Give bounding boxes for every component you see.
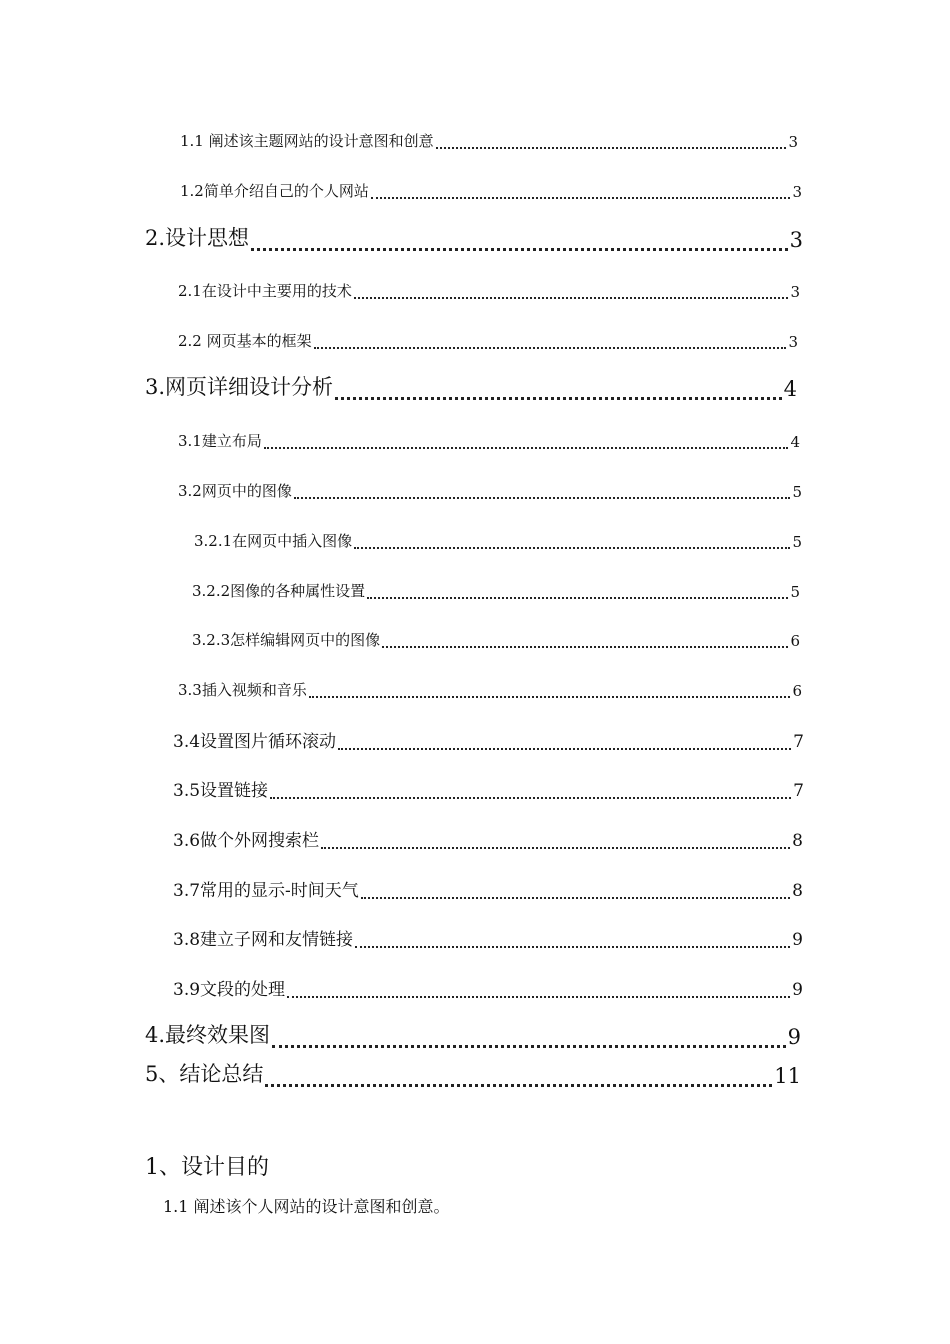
toc-entry[interactable]: [178, 280, 800, 301]
toc-entry[interactable]: [173, 925, 803, 950]
toc-entry[interactable]: [173, 876, 803, 901]
toc-entry-label: 3.2.3怎样编辑网页中的图像: [192, 631, 381, 649]
toc-entry-label: 2.设计思想: [145, 226, 250, 250]
toc-entry-page: 6: [792, 682, 802, 700]
toc-entry-page: 9: [787, 1025, 801, 1049]
toc-entry[interactable]: [173, 975, 803, 1000]
toc-leader: [287, 996, 790, 998]
toc-leader: [251, 248, 788, 251]
toc-entry-page: 11: [774, 1064, 801, 1088]
toc-leader: [361, 897, 790, 899]
toc-entry-label: 3.网页详细设计分析: [145, 375, 334, 399]
toc-leader: [270, 797, 791, 799]
toc-entry-page: 4: [783, 377, 797, 401]
toc-entry[interactable]: [145, 371, 797, 401]
toc-entry-page: 3: [788, 133, 798, 151]
toc-entry[interactable]: [145, 222, 803, 252]
toc-entry[interactable]: [192, 580, 800, 601]
toc-entry-label: 3.2.2图像的各种属性设置: [192, 582, 366, 600]
toc-leader: [436, 147, 787, 149]
toc-leader: [321, 847, 790, 849]
toc-entry-label: 1.1 阐述该主题网站的设计意图和创意: [180, 132, 434, 150]
toc-entry-label: 3.4设置图片循环滚动: [173, 732, 337, 752]
toc-entry[interactable]: [178, 679, 802, 700]
toc-entry-label: 3.7常用的显示-时间天气: [173, 881, 359, 901]
toc-entry-label: 2.1在设计中主要用的技术: [178, 282, 352, 300]
toc-entry[interactable]: [194, 530, 802, 551]
toc-entry[interactable]: [178, 330, 798, 351]
toc-entry-label: 1.2简单介绍自己的个人网站: [180, 182, 369, 200]
toc-leader: [354, 297, 789, 299]
toc-entry[interactable]: [173, 727, 804, 752]
toc-leader: [309, 696, 791, 698]
toc-entry-label: 3.2网页中的图像: [178, 482, 292, 500]
toc-leader: [272, 1045, 786, 1048]
toc-entry-page: 8: [792, 881, 803, 901]
toc-entry-page: 5: [792, 483, 802, 501]
toc-entry-page: 9: [792, 930, 803, 950]
toc-entry-label: 3.2.1在网页中插入图像: [194, 532, 353, 550]
toc-entry[interactable]: [173, 776, 804, 801]
toc-entry-page: 9: [792, 980, 803, 1000]
toc-leader: [265, 1084, 772, 1087]
toc-entry-page: 5: [790, 583, 800, 601]
toc-leader: [314, 347, 787, 349]
section-title: 1、设计目的: [145, 1155, 269, 1180]
toc-entry[interactable]: [145, 1058, 801, 1088]
toc-leader: [382, 646, 788, 648]
toc-entry-label: 3.9文段的处理: [173, 980, 286, 1000]
toc-entry-page: 3: [792, 183, 802, 201]
toc-entry[interactable]: [145, 1019, 801, 1049]
toc-leader: [367, 597, 788, 599]
toc-entry-label: 5、结论总结: [145, 1062, 264, 1086]
toc-entry-label: 3.5设置链接: [173, 781, 269, 801]
toc-entry-label: 4.最终效果图: [145, 1023, 271, 1047]
toc-entry-page: 4: [790, 433, 800, 451]
toc-entry-page: 8: [792, 831, 803, 851]
toc-entry-page: 3: [789, 228, 803, 252]
toc-entry[interactable]: [180, 130, 798, 151]
toc-entry-label: 3.8建立子网和友情链接: [173, 930, 354, 950]
toc-entry-label: 2.2 网页基本的框架: [178, 332, 312, 350]
toc-entry-page: 5: [792, 533, 802, 551]
toc-entry-label: 3.3插入视频和音乐: [178, 681, 307, 699]
toc-leader: [355, 946, 790, 948]
toc-entry[interactable]: [178, 480, 802, 501]
toc-entry-label: 3.1建立布局: [178, 432, 262, 450]
toc-leader: [264, 447, 789, 449]
toc-entry[interactable]: [192, 629, 800, 650]
toc-entry[interactable]: [173, 826, 803, 851]
toc-entry-page: 6: [790, 632, 800, 650]
toc-entry-page: 7: [793, 732, 804, 752]
toc-leader: [294, 497, 791, 499]
section-subtitle: 1.1 阐述该个人网站的设计意图和创意。: [163, 1197, 450, 1216]
toc-entry-page: 7: [793, 781, 804, 801]
toc-entry-page: 3: [788, 333, 798, 351]
toc-leader: [335, 397, 782, 400]
toc-entry-label: 3.6做个外网搜索栏: [173, 831, 320, 851]
toc-leader: [338, 748, 791, 750]
toc-entry[interactable]: [180, 180, 802, 201]
toc-entry[interactable]: [178, 430, 800, 451]
toc-leader: [354, 547, 790, 549]
toc-leader: [371, 197, 791, 199]
toc-entry-page: 3: [790, 283, 800, 301]
